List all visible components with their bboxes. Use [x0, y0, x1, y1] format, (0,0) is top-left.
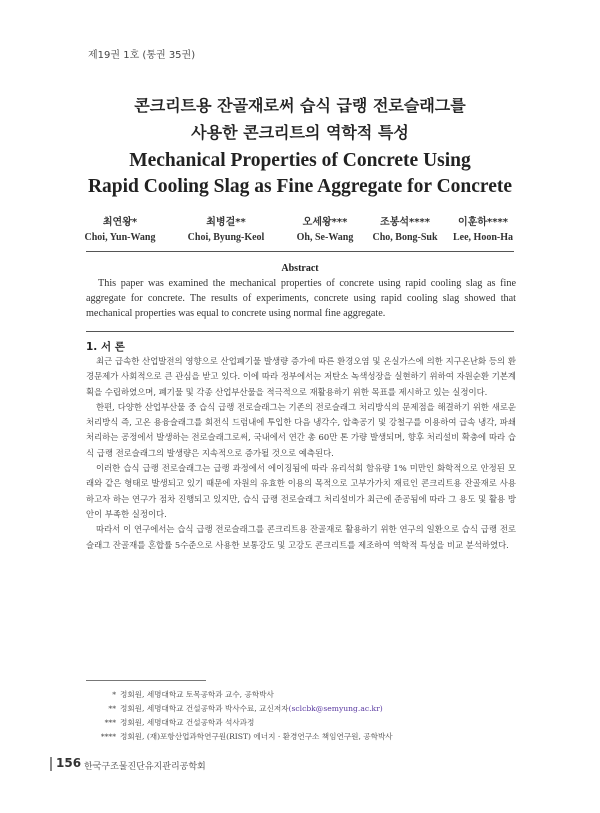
author-3: [284, 213, 366, 243]
page-number: 156: [56, 756, 82, 770]
corresponding-email[interactable]: (sclcbk@semyung.ac.kr): [288, 704, 383, 713]
paragraph: 최근 급속한 산업발전의 영향으로 산업폐기물 발생량 증가에 따른 환경오염 및 온실가스에 의한 지구온난화 등의 환경문제가 사회적으로 큰 관심을 받고 있다. 이에 따라 정부에서는 저탄소 녹색성장을 실현하기 위하여 자원순환 기본계획을 수립하였으며, 폐기물 및 각종 산업부산물을 적극적으로 재활용하기 위한 목표를 제시하고 있는 실정이다.: [86, 356, 516, 397]
footnote-mark: **: [108, 704, 116, 713]
english-title-line1: Mechanical Properties of Concrete Using: [129, 150, 471, 171]
footnote: [86, 702, 526, 716]
paragraph: 한편, 다양한 산업부산물 중 습식 급랭 전로슬래그는 기존의 전로슬래그 처리방식의 문제점을 해결하기 위한 새로운 처리방식 즉, 고온 용융슬래그를 회전식 드럼내에 투입한 다음 냉각수, 압축공기 및 강철구를 이용하여 급속 냉각, 파쇄 처리하는 공정에서 발생하는 전로슬래그로써, 국내에서 연간 총 60만 톤 가량 발생되며, 향후 처리설비 확충에 따라 습식 급랭 전로슬래그의 발생량은 지속적으로 증가될 것으로 예측된다.: [86, 401, 516, 458]
author-name-ko: 최연왕*: [102, 217, 138, 228]
author-name-en: Choi, Byung-Keol: [187, 232, 265, 243]
author-name-en: Choi, Yun-Wang: [84, 232, 156, 243]
footnote: [86, 730, 526, 744]
abstract-heading: Abstract: [281, 263, 319, 274]
english-title-line2: Rapid Cooling Slag as Fine Aggregate for Concrete: [87, 176, 513, 197]
footnotes: [86, 688, 526, 744]
korean-title-line1: 콘크리트용 잔골재로써 습식 급랭 전로슬래그를: [134, 96, 466, 115]
abstract-text: This paper was examined the mechanical properties of concrete using rapid cooling slag as fine aggregate for concrete. The results of experiments, concrete using rapid cooling slag showed that mechanical properties was equal to concrete using normal fine aggregate.: [86, 278, 516, 319]
author-name-en: Lee, Hoon-Ha: [453, 232, 513, 243]
author-name-en: Cho, Bong-Suk: [372, 232, 438, 243]
footnote-mark: ****: [100, 732, 116, 741]
footnote-text: 정회원, 세명대학교 토목공학과 교수, 공학박사: [120, 690, 274, 699]
author-name-ko: 이훈하****: [458, 217, 508, 228]
introduction-body: [86, 354, 516, 553]
divider-bottom: [86, 331, 514, 332]
footnote: [86, 716, 526, 730]
footnote-mark: *: [112, 690, 116, 699]
footnote-text: 정회원, (재)포항산업과학연구원(RIST) 에너지 · 환경연구소 책임연구원, 공학박사: [120, 732, 393, 741]
footnote-text: 정회원, 세명대학교 건설공학과 석사과정: [120, 718, 255, 727]
footnote-divider: [86, 680, 206, 681]
footnote-mark: ***: [104, 718, 116, 727]
author-name-en: Oh, Se-Wang: [296, 232, 354, 243]
paragraph: 따라서 이 연구에서는 습식 급랭 전로슬래그를 콘크리트용 잔골재로 활용하기 위한 연구의 일환으로 습식 급랭 전로슬래그 잔골재를 혼합률 5수준으로 사용한 보통강도 및 고강도 콘크리트를 제조하여 역학적 특성을 비교 분석하였다.: [86, 524, 516, 550]
footnote-text: 정회원, 세명대학교 건설공학과 박사수료, 교신저자: [120, 704, 289, 713]
paragraph: 이러한 습식 급랭 전로슬래그는 급랭 과정에서 에이징됨에 따라 유리석회 함유량 1% 미만인 화학적으로 안정된 모래와 같은 형태로 발생되고 있기 때문에 자원의 유효한 이용의 목적으로 고부가가치 재료인 콘크리트용 잔골재로 사용하고자 하는 연구가 점차 진행되고 있지만, 습식 급랭 전로슬래그 처리설비가 최근에 준공됨에 따라 그 용도 및 활용 방안이 부족한 실정이다.: [86, 463, 516, 519]
volume-header: 제19권 1호 (통권 35권): [88, 50, 196, 61]
footnote: [86, 688, 526, 702]
author-name-ko: 조봉석****: [380, 217, 430, 228]
author-5: [442, 213, 524, 243]
korean-title-line2: 사용한 콘크리트의 역학적 특성: [191, 123, 409, 142]
author-1: [80, 213, 160, 243]
journal-name: 한국구조물진단유지관리공학회: [84, 762, 206, 772]
page-number-bar: [50, 757, 52, 771]
author-2: [178, 213, 274, 243]
author-name-ko: 오세왕***: [302, 217, 348, 228]
divider-top: [86, 251, 514, 252]
author-name-ko: 최병걸**: [206, 217, 246, 228]
author-list: [80, 213, 520, 245]
author-4: [362, 213, 448, 243]
section-heading: 1. 서 론: [86, 341, 125, 353]
